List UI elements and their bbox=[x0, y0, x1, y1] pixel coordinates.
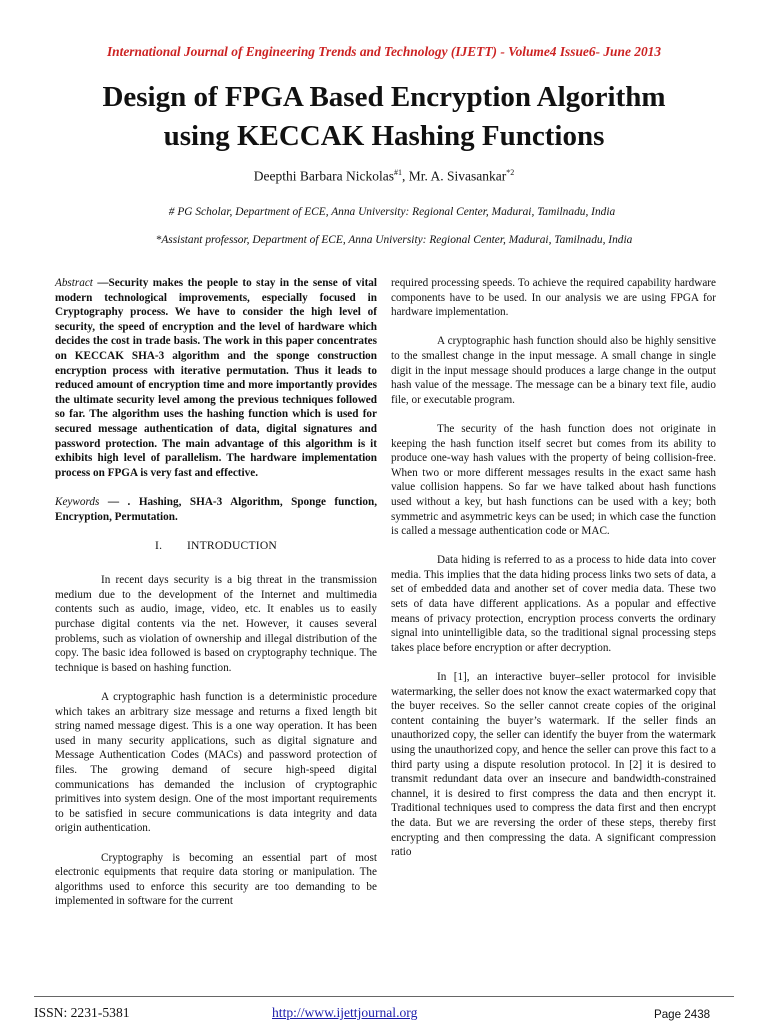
footer-journal-link[interactable]: http://www.ijettjournal.org bbox=[272, 1005, 418, 1020]
authors: Deepthi Barbara Nickolas$^{\#1}$, Mr. A. Sivasankar$^{*2}$ bbox=[253, 168, 515, 184]
left-column bbox=[55, 276, 377, 924]
footer-issn: ISSN: 2231-5381 bbox=[34, 1005, 130, 1020]
abstract bbox=[55, 276, 377, 480]
title-line-2: using KECCAK Hashing Functions bbox=[163, 120, 605, 152]
paragraph: required processing speeds. To achieve the required capability hardware components have to be used. In our analysis we are using FPGA for hardware implementation. bbox=[391, 277, 716, 319]
footer-page-number: Page 2438 bbox=[654, 1008, 711, 1021]
paragraph: Data hiding is referred to as a process to hide data into cover media. This implies that the data hiding process links two sets of data, a set of embedded data and another set of cover media data. These two sets of data have different applications. As a popular and effective means of privacy protection, encryption process converts the ordinary signal into unintelligible data, so the traditional signal processing steps takes place before encryption or after decryption. bbox=[391, 554, 716, 654]
paragraph: A cryptographic hash function should also be highly sensitive to the smallest change in the input message. A small change in single digit in the input message should produces a large change in the output hash value of the message. The message can be a binary text file, audio file, or executable program. bbox=[391, 335, 716, 406]
paragraph: In [1], an interactive buyer–seller protocol for invisible watermarking, the seller does not know the exact watermarked copy that the buyer receives. So the seller cannot create copies of the original content containing the buyer’s watermark. If the seller finds an unauthorized copy, the seller can identify the buyer from the watermark using the unauthorized copy, and hence the seller can prove this fact to a third party using a dispute resolution protocol. In [2] it is desired to transmit redundant data over an insecure and bandwidth-constrained channel, it is desired to first compress the data and then encrypt it. Traditional techniques used to compress the data first and then encrypt the data. But we are reversing the order of these steps, thereby first encrypting and then compressing the data. A significant compression ratio bbox=[391, 671, 716, 859]
section-heading-introduction: I. INTRODUCTION bbox=[155, 538, 277, 552]
title-line-1: Design of FPGA Based Encryption Algorithm bbox=[102, 81, 666, 113]
keywords-label: Keywords bbox=[55, 495, 100, 508]
abstract-label: Abstract bbox=[55, 277, 93, 289]
paragraph: In recent days security is a big threat in the transmission medium due to the development of the Internet and multimedia contents such as audio, image, video, etc. It enables us to easily purchase digital contents via the net. However, it causes several problems, such as violation of ownership and illegal distribution of the copy. The basic idea followed is based on cryptography technique. The technique is based on hashing function. bbox=[55, 574, 377, 674]
paragraph: Cryptography is becoming an essential part of most electronic equipments that require data storing or manipulation. The algorithms used to enforce this security are too demanding to be implemented in software for the current bbox=[55, 851, 377, 908]
author-affiliation-marker: #1 bbox=[393, 168, 402, 177]
keywords-text: — . Hashing, SHA-3 Algorithm, Sponge function, Encryption, Permutation. bbox=[55, 495, 377, 523]
abstract-text: —Security makes the people to stay in the sense of vital modern technological improvements, especially focused in Cryptography process. We have to consider the high level of security, the speed of encryption and the level of hardware which decides the cost in trade basis. The work in this paper concentrates on KECCAK SHA-3 algorithm and the sponge construction encryption process with iterative permutation. Thus it leads to reduced amount of encryption time and more importantly provides the ultimate security level among the previous techniques followed so far. The algorithm uses the hashing function which is used for secured message authentication of data, digital signatures and password protection. The main advantage of this algorithm is it exhibits high level of parallelism. The hardware implementation process on FPGA is very fast and effective. bbox=[55, 277, 378, 479]
right-column bbox=[391, 276, 716, 874]
journal-header: International Journal of Engineering Trends and Technology (IJETT) - Volume4 Issue6- June 2013 bbox=[106, 44, 662, 59]
paragraph: A cryptographic hash function is a deterministic procedure which takes an arbitrary size message and returns a fixed length bit string named message digest. This is a one way operation. It has been used in many security applications, such as digital signature and Message Authentication Codes (MACs) and password protection of files. The growing demand of secure high-speed digital communications has demanded the inclusion of cryptographic primitives into system design. One of the most important requirements to be satisfied in secure communications is data integrity and data origin authentication. bbox=[55, 691, 377, 835]
paragraph: The security of the hash function does not originate in keeping the hash function itself secret but comes from its ability to produce one-way hash values with the property of being collision-free. When two or more different messages results in the exact same hash value collision happens. So far we have talked about hash functions used without a key, but hash functions can be used with a key; both symmetric and asymmetric keys can be used; in which case the function is called a message authentication code or MAC. bbox=[391, 422, 716, 538]
affiliation-1: # PG Scholar, Department of ECE, Anna University: Regional Center, Madurai, Tamilnadu, India bbox=[168, 206, 616, 218]
keywords bbox=[55, 495, 377, 524]
paper-title bbox=[0, 78, 768, 156]
footer-divider bbox=[34, 996, 734, 997]
author-affiliation-marker: *2 bbox=[506, 168, 515, 177]
affiliation-2: *Assistant professor, Department of ECE, Anna University: Regional Center, Madurai, Tamilnadu, India bbox=[155, 234, 633, 246]
